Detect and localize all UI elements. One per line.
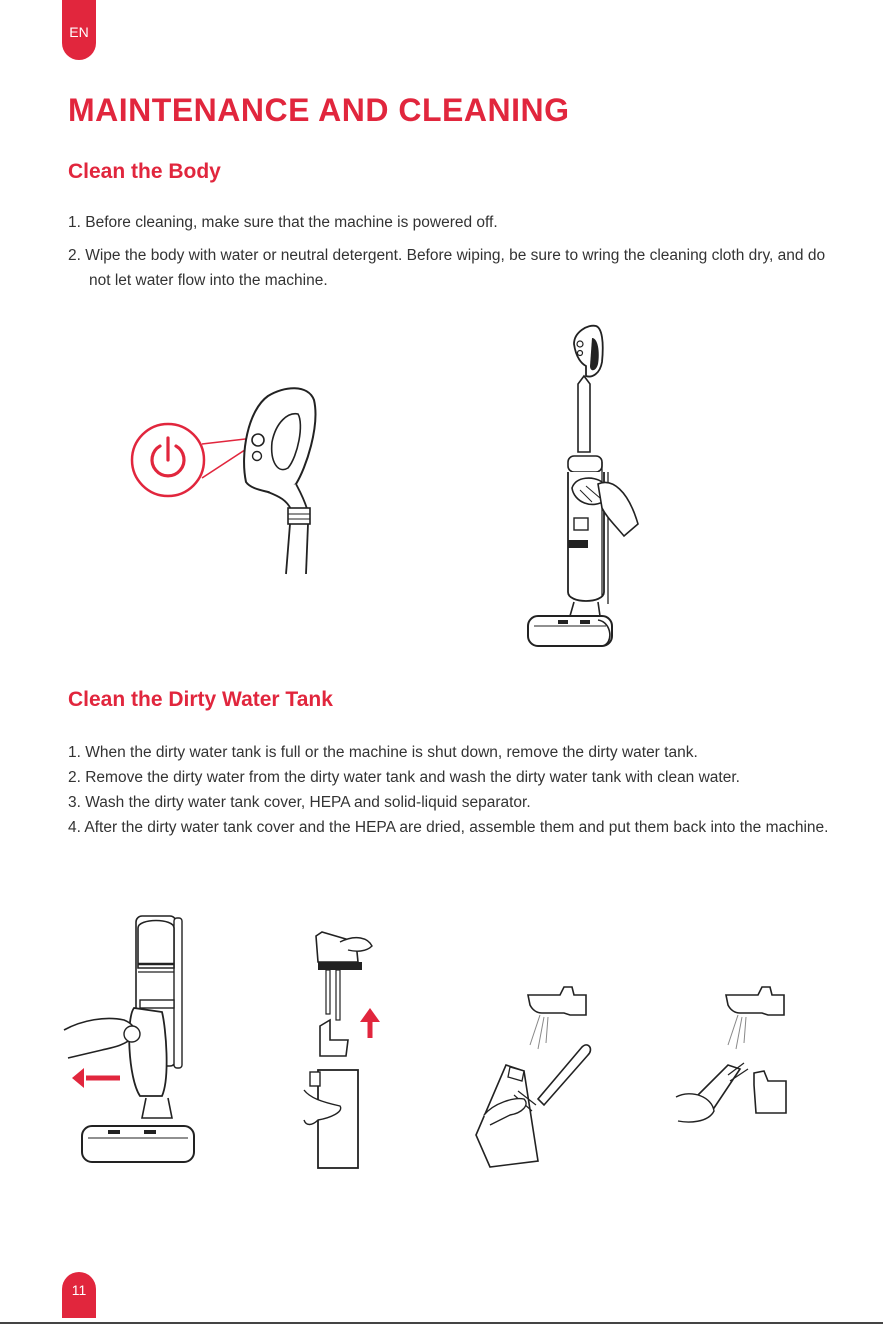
wash-cover-illustration [668,985,788,1155]
power-button-icon [252,434,264,446]
language-badge: EN [62,0,96,60]
step-item: 2. Remove the dirty water from the dirty water tank and wash the dirty water tank with clean water. [68,769,740,786]
remove-tank-illustration [62,908,200,1170]
clean-tank-steps [68,740,838,840]
clean-body-steps [68,210,828,293]
step-item: 1. When the dirty water tank is full or the machine is shut down, remove the dirty water tank. [68,744,698,761]
step-item: 3. Wash the dirty water tank cover, HEPA and solid-liquid separator. [68,794,531,811]
pour-tank-illustration [300,930,390,1170]
faucet-icon [726,987,784,1015]
step-item: 4. After the dirty water tank cover and the HEPA are dried, assemble them and put them back into the machine. [68,819,829,836]
section-heading-clean-tank: Clean the Dirty Water Tank [68,688,333,711]
wash-tank-illustration [470,985,590,1175]
power-off-illustration [128,382,328,577]
step-item: 1. Before cleaning, make sure that the machine is powered off. [68,214,498,231]
step-item: 2. Wipe the body with water or neutral detergent. Before wiping, be sure to wring the cleaning cloth dry, and do not let water flow into the machine. [68,247,826,289]
section-heading-clean-body: Clean the Body [68,160,221,183]
page-title: MAINTENANCE AND CLEANING [68,92,570,128]
faucet-icon [528,987,586,1015]
page-number: 11 [62,1272,96,1318]
wipe-body-illustration [520,322,650,652]
